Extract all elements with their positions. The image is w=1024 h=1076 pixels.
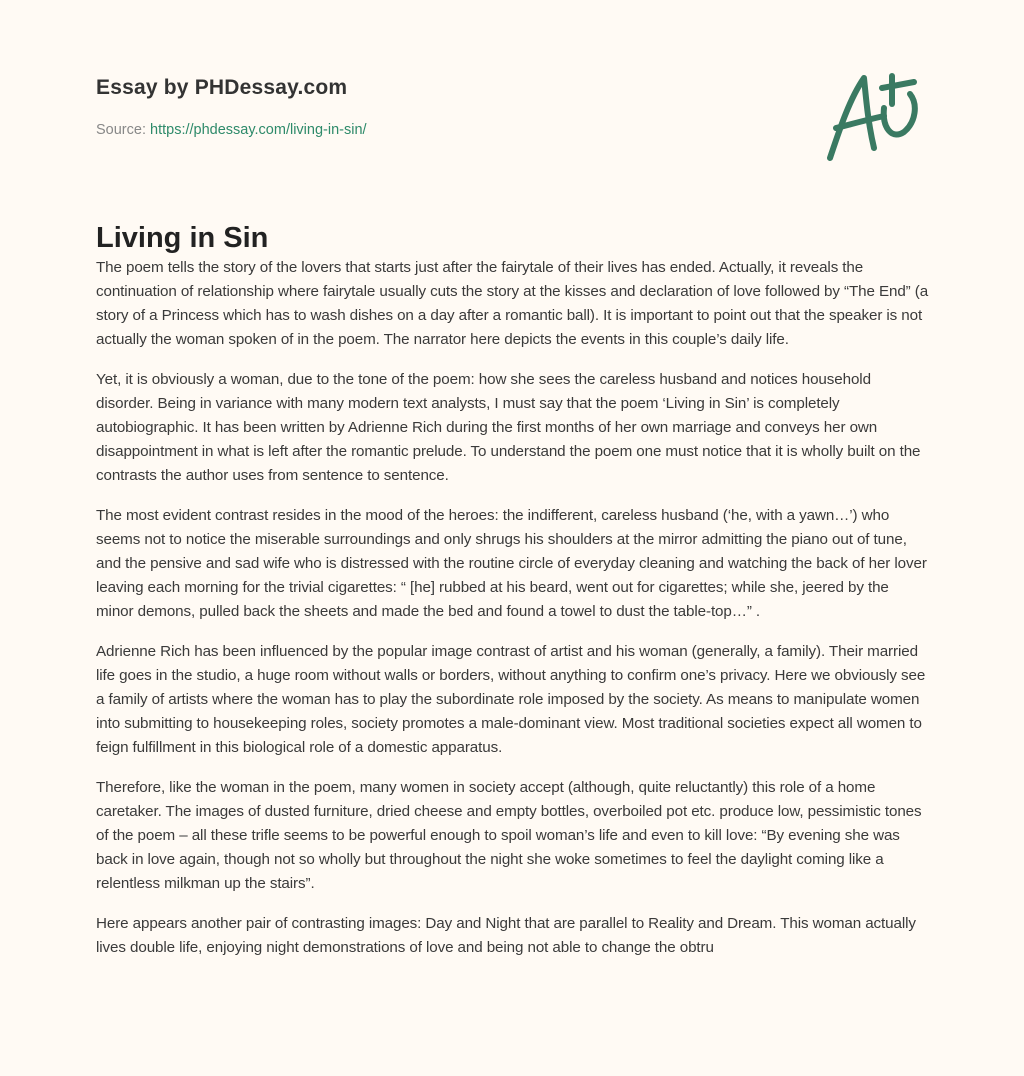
paragraph: Adrienne Rich has been influenced by the popular image contrast of artist and his woman (generally, a family). Their married life goes in the studio, a huge room without walls or borders, without anything to confirm one’s privacy. Here we obviously see a family of artists where the woman has to play the subordinate role imposed by the society. As means to manipulate women into submitting to housekeeping roles, society promotes a male-dominant view. Most traditional societies expect all women to feign fulfillment in this biological role of a domestic apparatus. xyxy=(96,643,926,756)
essay-header xyxy=(96,76,367,138)
essay-body xyxy=(96,256,930,976)
source-label: Source: xyxy=(96,122,146,138)
paragraph: The most evident contrast resides in the mood of the heroes: the indifferent, careless husband (‘he, with a yawn…’) who seems not to notice the miserable surroundings and only shrugs his shoulders at the mirror admitting the piano out of tune, and the pensive and sad wife who is distressed with the routine circle of everyday cleaning and watching the back of her lover leaving each morning for the trivial cigarettes: “ [he] rubbed at his beard, went out for cigarettes; while she, jeered by the minor demons, pulled back the sheets and made the bed and found a towel to dust the table-top…” . xyxy=(96,507,927,620)
paragraph: The poem tells the story of the lovers that starts just after the fairytale of their lives has ended. Actually, it reveals the continuation of relationship where fairytale usually cuts the story at the kisses and declaration of love followed by “The End” (a story of a Princess which has to wash dishes on a day after a romantic ball). It is important to point out that the speaker is not actually the woman spoken of in the poem. The narrator here depicts the events in this couple’s daily life. xyxy=(96,259,929,348)
site-title: Essay by PHDessay.com xyxy=(96,76,348,99)
source-link[interactable]: https://phdessay.com/living-in-sin/ xyxy=(150,122,367,138)
paragraph: Yet, it is obviously a woman, due to the tone of the poem: how she sees the careless husband and notices household disorder. Being in variance with many modern text analysts, I must say that the poem ‘Living in Sin’ is completely autobiographic. It has been written by Adrienne Rich during the first months of her own marriage and conveys her own disappointment in what is left after the romantic prelude. To understand the poem one must notice that it is wholly built on the contrasts the author uses from sentence to sentence. xyxy=(96,371,921,484)
paragraph: Here appears another pair of contrasting images: Day and Night that are parallel to Reality and Dream. This woman actually lives double life, enjoying night demonstrations of love and being not able to change the obtru xyxy=(96,915,916,956)
essay-title: Living in Sin xyxy=(96,222,269,254)
source-line xyxy=(96,122,367,138)
paragraph: Therefore, like the woman in the poem, many women in society accept (although, quite reluctantly) this role of a home caretaker. The images of dusted furniture, dried cheese and empty bottles, overboiled pot etc. produce low, pessimistic tones of the poem – all these trifle seems to be powerful enough to spoil woman’s life and even to kill love: “By evening she was back in love again, though not so wholly but throughout the night she woke sometimes to feel the daylight coming like a relentless milkman up the stairs”. xyxy=(96,779,922,892)
a-plus-logo-icon xyxy=(822,68,932,168)
